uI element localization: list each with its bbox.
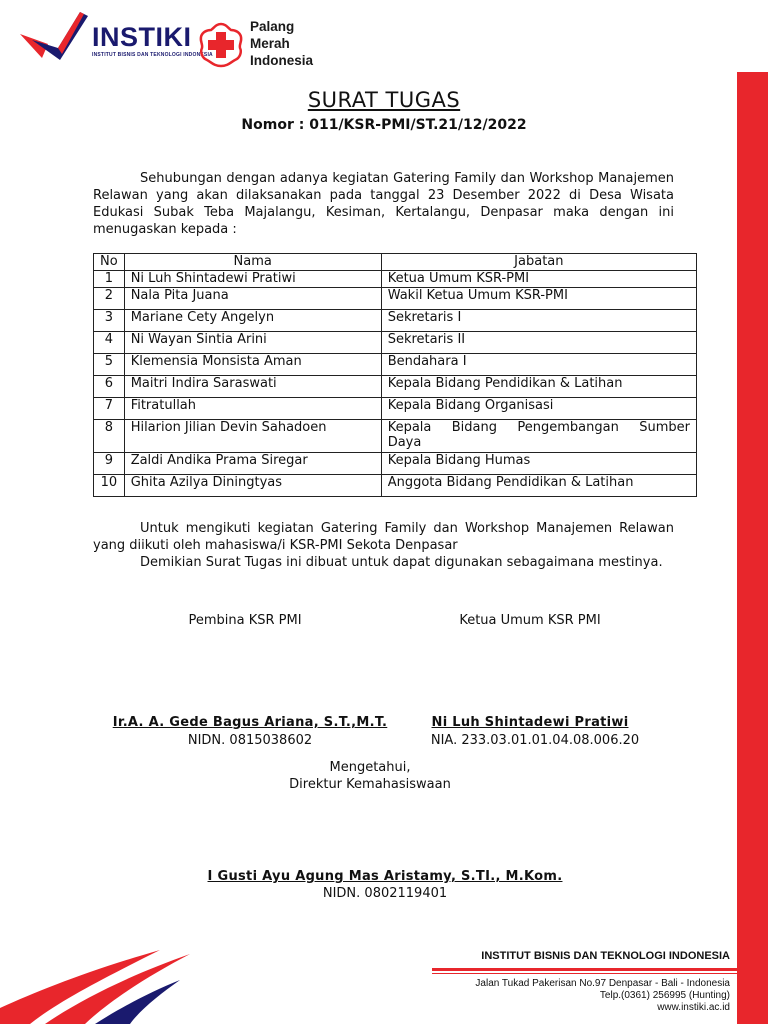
instiki-logo-text: INSTIKI (92, 22, 192, 52)
pmi-line-1: Palang (250, 19, 295, 34)
pmi-line-2: Merah (250, 36, 290, 51)
document-number: Nomor : 011/KSR-PMI/ST.21/12/2022 (241, 117, 527, 133)
mengetahui-label: Mengetahui, (329, 760, 411, 775)
right-accent-bar (737, 72, 768, 1024)
direktur-name: I Gusti Ayu Agung Mas Aristamy, S.TI., M.Kom. (207, 869, 563, 884)
table-header-row (94, 254, 697, 271)
assignment-table (93, 253, 697, 497)
jabatan-line-1: Kepala Bidang Pengembangan Sumber (387, 420, 690, 435)
table-row: 4 Ni Wayan Sintia Arini Sekretaris II (94, 332, 697, 354)
instiki-logo-icon (18, 10, 90, 62)
table-row: 8 Hilarion Jilian Devin Sahadoen Kepala Bidang Pengembangan Sumber Daya (94, 420, 697, 453)
table-row: 5 Klemensia Monsista Aman Bendahara I (94, 354, 697, 376)
closing-paragraph-2: Demikian Surat Tugas ini dibuat untuk dapat digunakan sebagaimana mestinya. (140, 555, 663, 570)
footer-phone: Telp.(0361) 256995 (Hunting) (599, 990, 730, 1001)
left-signer-role: Pembina KSR PMI (188, 613, 302, 628)
direktur-role: Direktur Kemahasiswaan (289, 777, 451, 792)
footer-website[interactable]: www.instiki.ac.id (657, 1002, 730, 1013)
table-row: 2 Nala Pita Juana Wakil Ketua Umum KSR-PMI (94, 288, 697, 310)
pmi-cross-icon (198, 22, 244, 68)
footer-swoosh-graphic (0, 930, 200, 1024)
jabatan-line-2: Daya (387, 435, 422, 450)
table-row: 1 Ni Luh Shintadewi Pratiwi Ketua Umum KSR-PMI (94, 271, 697, 288)
header-jabatan: Jabatan (381, 254, 696, 271)
direktur-id: NIDN. 0802119401 (322, 886, 448, 901)
table-row: 10 Ghita Azilya Diningtyas Anggota Bidang Pendidikan & Latihan (94, 475, 697, 497)
right-signer-name: Ni Luh Shintadewi Pratiwi (431, 715, 629, 730)
footer-address: Jalan Tukad Pakerisan No.97 Denpasar - Bali - Indonesia (475, 978, 730, 989)
right-signer-id: NIA. 233.03.01.01.04.08.006.20 (430, 733, 640, 748)
header-no: No (94, 254, 125, 271)
footer-institution: INSTITUT BISNIS DAN TEKNOLOGI INDONESIA (481, 950, 730, 962)
footer-divider-thin (432, 973, 737, 974)
footer-contact (400, 978, 730, 1014)
footer-divider (432, 968, 737, 971)
intro-paragraph: Sehubungan dengan adanya kegiatan Gatering Family dan Workshop Manajemen Relawan yang akan dilaksanakan pada tanggal 23 Desember 2022 di Desa Wisata Edukasi Subak Teba Majalangu, Kesiman, Kertalangu, Denpasar maka dengan ini menugaskan kepada : (93, 171, 674, 237)
left-signer-id: NIDN. 0815038602 (187, 733, 313, 748)
left-signer-name: Ir.A. A. Gede Bagus Ariana, S.T.,M.T. (112, 715, 388, 730)
table-row: 9 Zaldi Andika Prama Siregar Kepala Bidang Humas (94, 453, 697, 475)
closing-paragraph-1: Untuk mengikuti kegiatan Gatering Family dan Workshop Manajemen Relawan yang diikuti oleh mahasiswa/i KSR-PMI Sekota Denpasar (93, 521, 674, 553)
table-row: 3 Mariane Cety Angelyn Sekretaris I (94, 310, 697, 332)
instiki-logo-subtext: INSTITUT BISNIS DAN TEKNOLOGI INDONESIA (92, 52, 213, 58)
pmi-logo-text (250, 18, 313, 69)
pmi-line-3: Indonesia (250, 53, 314, 68)
header-nama: Nama (124, 254, 381, 271)
right-signer-role: Ketua Umum KSR PMI (459, 613, 601, 628)
document-title: SURAT TUGAS (307, 88, 461, 112)
table-row: 6 Maitri Indira Saraswati Kepala Bidang Pendidikan & Latihan (94, 376, 697, 398)
table-row: 7 Fitratullah Kepala Bidang Organisasi (94, 398, 697, 420)
